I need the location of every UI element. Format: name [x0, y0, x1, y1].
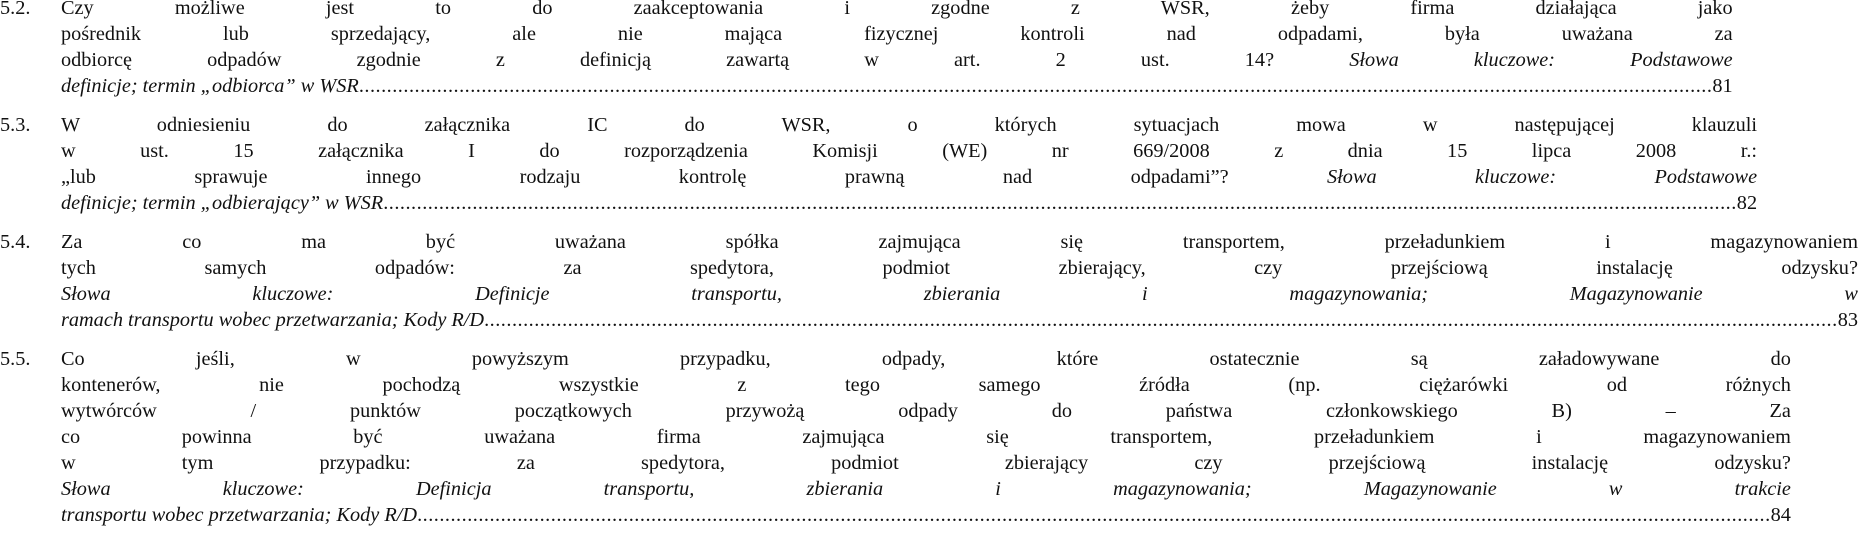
page-number[interactable]: 81 [1712, 75, 1733, 97]
toc-line [61, 47, 1733, 73]
page-number[interactable]: 82 [1736, 192, 1758, 214]
toc-entry-5-5[interactable] [0, 346, 1791, 528]
toc-line: w ust. 15 załącznika I do rozporządzenia Komisji (WE) nr 669/2008 z dnia 15 lipca 2008 r.: [61, 140, 1758, 162]
keywords-text: Słowa kluczowe: Definicja transportu, zbierania i magazynowania; Magazynowanie w trakcie [61, 478, 1791, 500]
toc-line-last [61, 502, 1791, 528]
toc-line: pośrednik lub sprzedający, ale nie mająca fizycznej kontroli nad odpadami, była uważana za [61, 23, 1733, 45]
keywords-text: definicje; termin „odbierający” w WSR [61, 192, 384, 214]
keywords-label: Słowa kluczowe: Podstawowe [1327, 166, 1758, 188]
toc-entry-number: 5.5. [0, 348, 31, 370]
dot-leader: ................................................................................................................................................................................................................................................... [417, 504, 1771, 526]
keywords-text: Słowa kluczowe: Definicje transportu, zbierania i magazynowania; Magazynowanie w [61, 283, 1858, 305]
toc-entry-number: 5.4. [0, 231, 31, 253]
toc-line: W odniesieniu do załącznika IC do WSR, o których sytuacjach mowa w następującej klauzuli [61, 114, 1758, 136]
keywords-text: ramach transportu wobec przetwarzania; Kody R/D [61, 309, 485, 331]
keywords-text: definicje; termin „odbiorca” w WSR [61, 75, 359, 97]
toc-line: Za co ma być uważana spółka zajmująca się transportem, przeładunkiem i magazynowaniem [61, 231, 1858, 253]
page-number[interactable]: 83 [1837, 309, 1858, 331]
toc-line [61, 164, 1757, 190]
toc-line: kontenerów, nie pochodzą wszystkie z tego samego źródła (np. ciężarówki od różnych [61, 374, 1791, 396]
toc-line: Co jeśli, w powyższym przypadku, odpady, które ostatecznie są załadowywane do [61, 348, 1791, 370]
toc-line-text: odbiorcę odpadów zgodnie z definicją zawartą w art. 2 ust. 14? [61, 49, 1350, 71]
dot-leader: ................................................................................................................................................................................................................................................... [358, 75, 1713, 97]
toc-entry-text [61, 229, 1864, 333]
toc-entry-5-4[interactable] [0, 229, 1858, 333]
keywords-label: Słowa kluczowe: Podstawowe [1349, 49, 1733, 71]
toc-entry-text [61, 0, 1739, 99]
toc-line: wytwórców / punktów początkowych przywożą odpady do państwa członkowskiego B) – Za [61, 400, 1791, 422]
toc-entry-number: 5.3. [0, 114, 31, 136]
toc-line: w tym przypadku: za spedytora, podmiot zbierający czy przejściową instalację odzysku? [61, 452, 1791, 474]
toc-entry-text [61, 346, 1797, 528]
toc-entry-text [61, 112, 1763, 216]
toc-line: tych samych odpadów: za spedytora, podmiot zbierający, czy przejściową instalację odzysku? [61, 257, 1858, 279]
toc-line-last [61, 73, 1733, 99]
keywords-text: transportu wobec przetwarzania; Kody R/D [61, 504, 418, 526]
toc-entry-5-2[interactable] [0, 0, 1733, 99]
toc-line: Czy możliwe jest to do zaakceptowania i zgodne z WSR, żeby firma działająca jako [61, 0, 1733, 19]
toc-line: co powinna być uważana firma zajmująca się transportem, przeładunkiem i magazynowaniem [61, 426, 1791, 448]
toc-line-last [61, 307, 1858, 333]
toc-entry-5-3[interactable] [0, 112, 1758, 216]
dot-leader: ................................................................................................................................................................................................................................................... [484, 309, 1838, 331]
toc-line-last [61, 190, 1757, 216]
dot-leader: ................................................................................................................................................................................................................................................... [383, 192, 1737, 214]
toc-line-text: „lub sprawuje innego rodzaju kontrolę prawną nad odpadami”? [61, 166, 1328, 188]
toc-entry-number: 5.2. [0, 0, 31, 19]
page-number[interactable]: 84 [1770, 504, 1791, 526]
